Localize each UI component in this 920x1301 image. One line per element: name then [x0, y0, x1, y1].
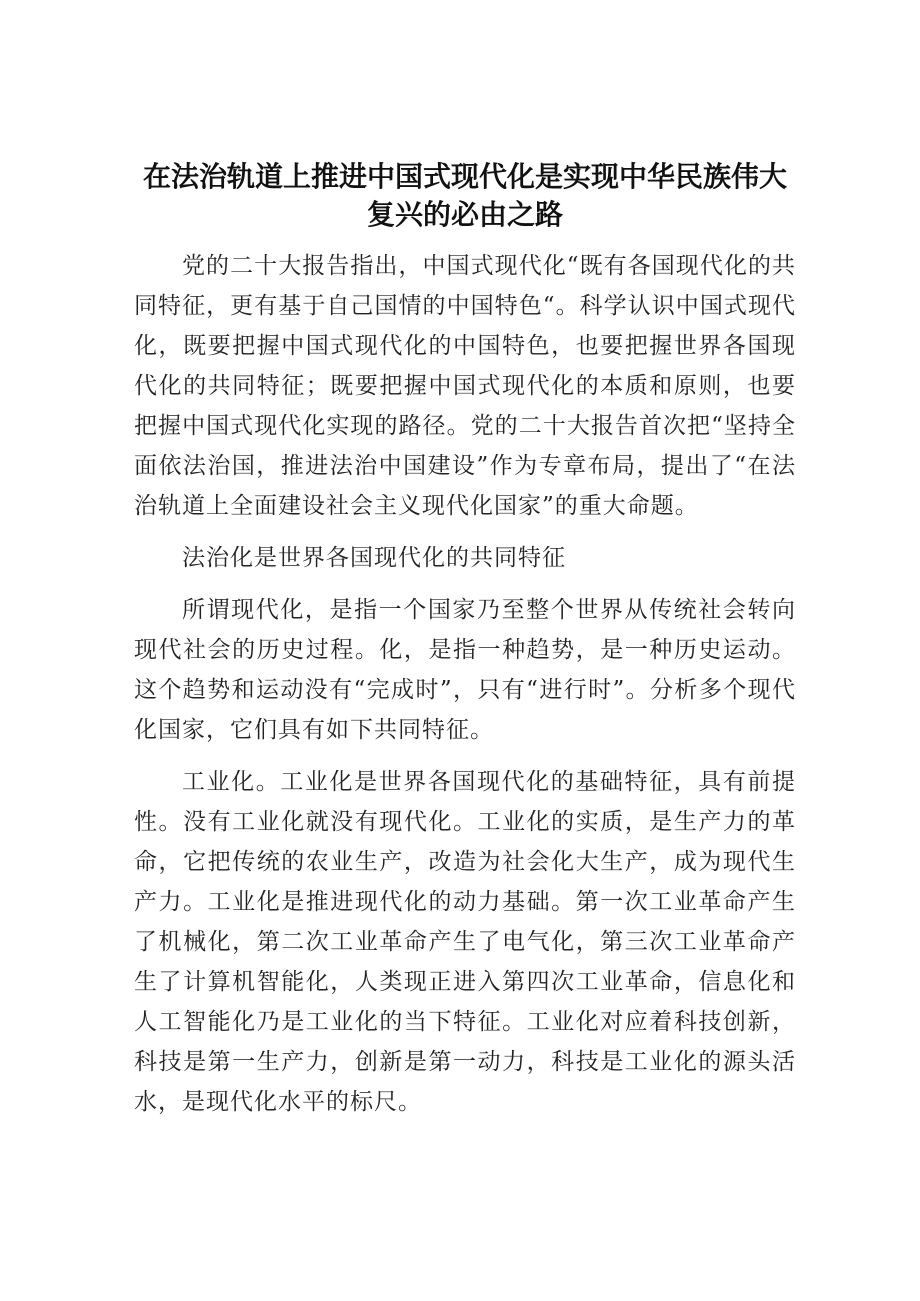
document-body	[134, 158, 796, 1122]
section-heading: 法治化是世界各国现代化的共同特征	[182, 545, 566, 571]
document-title: 在法治轨道上推进中国式现代化是实现中华民族伟大复兴的必由之路	[142, 160, 787, 231]
paragraph-intro: 党的二十大报告指出，中国式现代化“既有各国现代化的共同特征，更有基于自己国情的中国特色“。科学认识中国式现代化，既要把握中国式现代化的中国特色，也要把握世界各国现代化的共同特征；既要把握中国式现代化的本质和原则，也要把握中国式现代化实现的路径。党的二十大报告首次把“坚持全面依法治国，推进法治中国建设”作为专章布局，提出了“在法治轨道上全面建设社会主义现代化国家”的重大命题。	[134, 253, 796, 519]
paragraph-modernization-definition: 所谓现代化，是指一个国家乃至整个世界从传统社会转向现代社会的历史过程。化，是指一种趋势，是一种历史运动。这个趋势和运动没有“完成时”，只有“进行时”。分析多个现代化国家，它们具有如下共同特征。	[134, 597, 796, 743]
paragraph-industrialization: 工业化。工业化是世界各国现代化的基础特征，具有前提性。没有工业化就没有现代化。工业化的实质，是生产力的革命，它把传统的农业生产，改造为社会化大生产，成为现代生产力。工业化是推进现代化的动力基础。第一次工业革命产生了机械化，第二次工业革命产生了电气化，第三次工业革命产生了计算机智能化，人类现正进入第四次工业革命，信息化和人工智能化乃是工业化的当下特征。工业化对应着科技创新，科技是第一生产力，创新是第一动力，科技是工业化的源头活水，是现代化水平的标尺。	[134, 769, 796, 1115]
